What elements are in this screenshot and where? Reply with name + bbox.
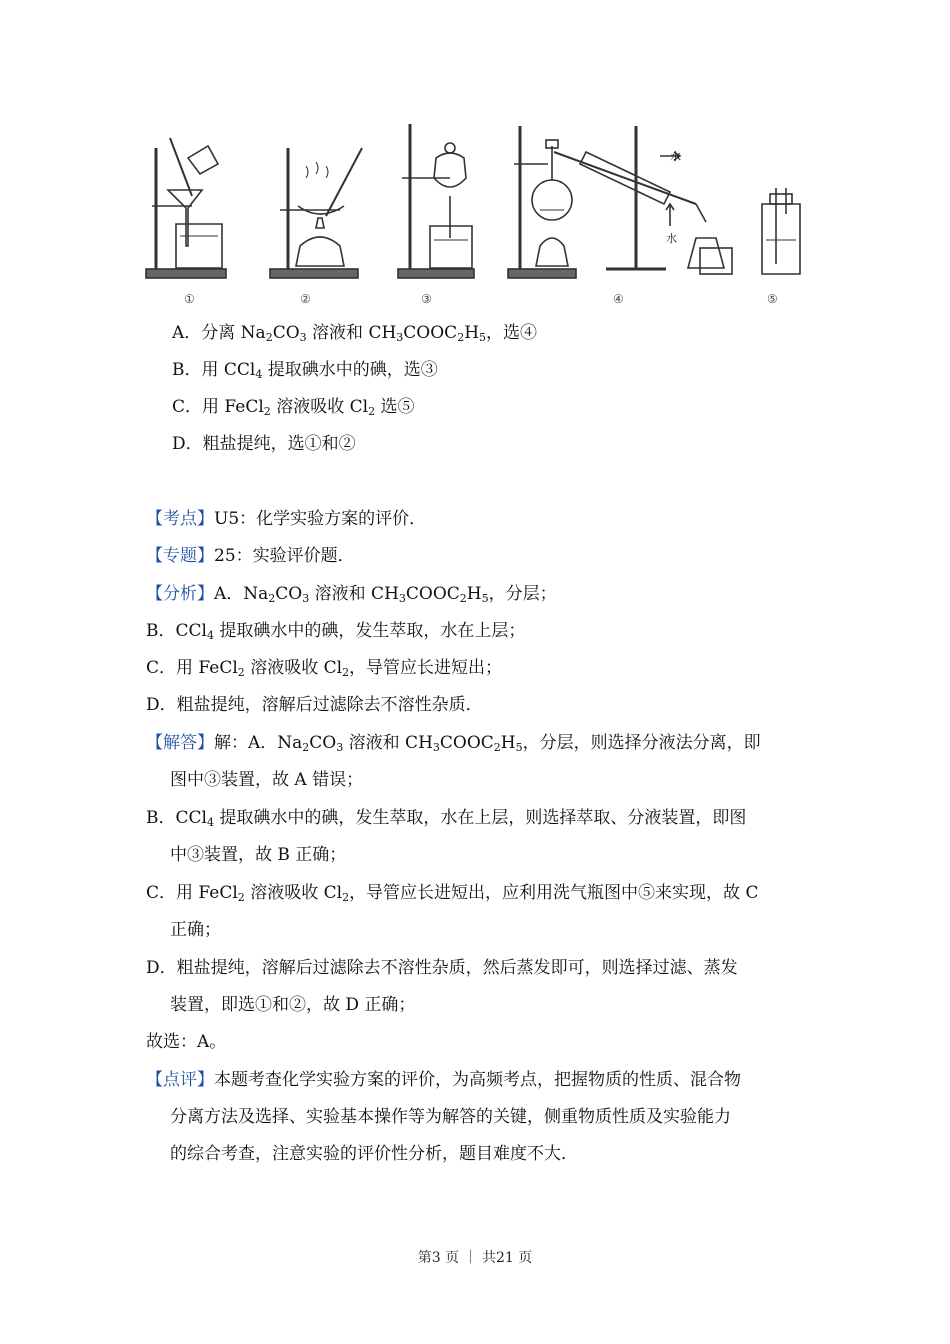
apparatus-figure — [140, 118, 812, 314]
jieda-line-d1: D．粗盐提纯，溶解后过滤除去不溶性杂质，然后蒸发即可，则选择过滤、蒸发 — [146, 958, 738, 978]
fenxi-line-d: D．粗盐提纯，溶解后过滤除去不溶性杂质． — [146, 695, 483, 715]
page-footer: 第3 页 ｜ 共21 页 — [417, 1250, 533, 1266]
kaodian-tag: 【考点】 — [146, 509, 214, 529]
evaporation-apparatus — [270, 148, 362, 278]
fenxi-line-c: C．用 FeCl$_2$ 溶液吸收 $Cl_2$，导管应长进短出； — [146, 658, 503, 679]
option-d: D．粗盐提纯，选①和② — [172, 434, 356, 454]
water-in-label: 水 — [666, 232, 677, 245]
jieda-line-a1: 【解答】解：A．$Na_2CO_3$ 溶液和 $CH_3COOC_2H_5$，分层，则选择分液法分离，即 — [146, 733, 761, 754]
figure-label-2: ② — [300, 292, 311, 306]
figure-label-1: ① — [184, 292, 195, 306]
figure-label-4: ④ — [613, 292, 624, 306]
distillation-apparatus — [508, 126, 732, 278]
filtration-apparatus — [146, 138, 226, 278]
jieda-line-b2: 中③装置，故 B 正确； — [170, 845, 347, 865]
dianping-tag: 【点评】 — [146, 1070, 214, 1090]
jieda-line-c1: C．用 FeCl$_2$ 溶液吸收 $Cl_2$，导管应长进短出，应利用洗气瓶图中⑤来实现，故 C — [146, 883, 759, 904]
dianping-line-1: 【点评】本题考查化学实验方案的评价，为高频考点，把握物质的性质、混合物 — [146, 1070, 741, 1090]
figure-label-5: ⑤ — [767, 292, 778, 306]
water-out-label: 水 — [670, 150, 681, 163]
option-a: A．分离 $Na_2CO_3$ 溶液和 $CH_3COOC_2H_5$，选④ — [172, 323, 538, 344]
jieda-line-d2: 装置，即选①和②，故 D 正确； — [170, 995, 416, 1015]
figure-label-3: ③ — [421, 292, 432, 306]
option-c: C．用 FeCl$_2$ 溶液吸收 $Cl_2$ 选⑤ — [172, 397, 415, 418]
fenxi-tag: 【分析】 — [146, 584, 214, 604]
fenxi-line-a: 【分析】A．$Na_2CO_3$ 溶液和 $CH_3COOC_2H_5$，分层； — [146, 584, 557, 605]
dianping-line-3: 的综合考查，注意实验的评价性分析，题目难度不大． — [170, 1144, 578, 1164]
separatory-funnel-apparatus — [398, 124, 474, 278]
jieda-line-a2: 图中③装置，故 A 错误； — [170, 770, 364, 790]
kaodian-line: 【考点】U5：化学实验方案的评价． — [146, 509, 427, 529]
dianping-line-2: 分离方法及选择、实验基本操作等为解答的关键，侧重物质性质及实验能力 — [170, 1107, 731, 1127]
jieda-conclusion: 故选：A。 — [146, 1032, 227, 1052]
zhuanti-line: 【专题】25：实验评价题． — [146, 546, 355, 566]
jieda-line-c2: 正确； — [170, 920, 221, 940]
jieda-line-b1: B．CCl$_4$ 提取碘水中的碘，发生萃取，水在上层，则选择萃取、分液装置，即图 — [146, 808, 747, 829]
option-b: B．用 CCl$_4$ 提取碘水中的碘，选③ — [172, 360, 438, 381]
zhuanti-tag: 【专题】 — [146, 546, 214, 566]
jieda-tag: 【解答】 — [146, 733, 214, 753]
fenxi-line-b: B．CCl$_4$ 提取碘水中的碘，发生萃取，水在上层； — [146, 621, 526, 642]
gas-washing-bottle — [762, 188, 800, 274]
